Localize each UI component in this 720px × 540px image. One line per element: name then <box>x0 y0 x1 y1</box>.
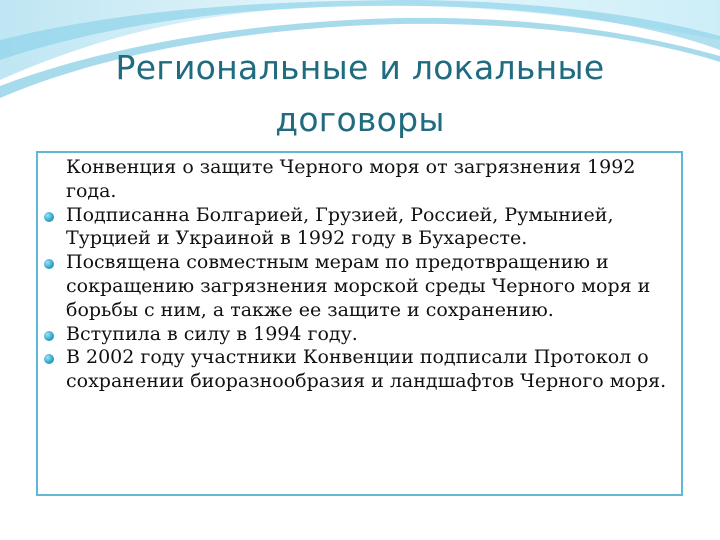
bullet-icon <box>44 354 54 364</box>
intro-paragraph <box>42 156 682 204</box>
list-item <box>42 323 682 347</box>
bullet-icon <box>44 331 54 341</box>
bullet-icon <box>44 259 54 269</box>
bullet-icon <box>44 212 54 222</box>
list-item-text: В 2002 году участники Конвенции подписали Протокол о сохранении биоразнообразия и ландшафтов Черного моря. <box>66 346 667 393</box>
list-item-text: Посвящена совместным мерам по предотвращению и сокращению загрязнения морской среды Черного моря и борьбы с ним, а также ее защите и сохранению. <box>66 251 651 321</box>
list-item <box>42 251 682 322</box>
slide-title <box>0 42 720 146</box>
list-item <box>42 346 682 394</box>
slide-body <box>42 156 682 394</box>
list-item-text: Вступила в силу в 1994 году. <box>66 322 358 345</box>
title-line-2: договоры <box>275 100 445 139</box>
title-line-1: Региональные и локальные <box>115 48 605 87</box>
list-item <box>42 204 682 252</box>
intro-text: Конвенция о защите Черного моря от загрязнения 1992 года. <box>66 156 636 202</box>
list-item-text: Подписанна Болгарией, Грузией, Россией, Румынией, Турцией и Украиной в 1992 году в Бухаресте. <box>66 203 614 250</box>
